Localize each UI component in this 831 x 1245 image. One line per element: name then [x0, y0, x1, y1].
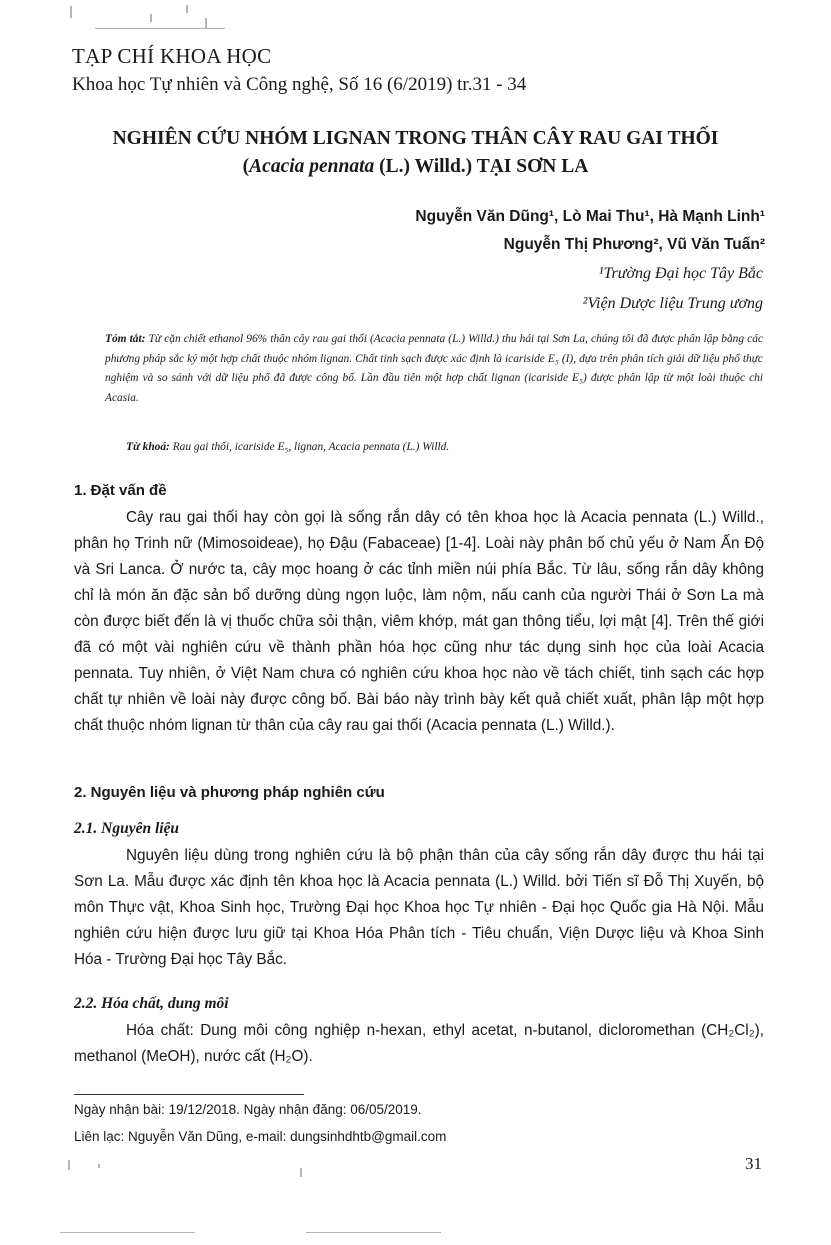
scan-artifact: [300, 1168, 302, 1177]
affiliation-2: ²Viện Dược liệu Trung ương: [582, 295, 763, 312]
title-suffix: (L.) Willd.) TẠI SƠN LA: [374, 156, 589, 177]
section-2-1-paragraph: Nguyên liệu dùng trong nghiên cứu là bộ phận thân của cây sống rắn dây được thu hái tại Sơn La. Mẫu được xác định tên khoa học là Acacia pennata (L.) Willd. bởi Tiến sĩ Đỗ Thị Xuyến, bộ môn Thực vật, Khoa Sinh học, Trường Đại học Khoa học Tự nhiên - Đại học Quốc gia Hà Nội. Mẫu nghiên cứu hiện được lưu giữ tại Khoa Hóa Phân tích - Tiêu chuẩn, Viện Dược liệu và Khoa Sinh Hóa - Trường Đại học Tây Bắc.: [74, 847, 764, 968]
paper-title-line2: (Acacia pennata (L.) Willd.) TẠI SƠN LA: [242, 156, 589, 177]
paper-title-line1: NGHIÊN CỨU NHÓM LIGNAN TRONG THÂN CÂY RAU GAI THỐI: [112, 128, 719, 149]
scan-artifact: [70, 6, 72, 18]
page-number: 31: [745, 1154, 762, 1173]
scan-artifact: [98, 1164, 100, 1168]
journal-issue: Khoa học Tự nhiên và Công nghệ, Số 16 (6/2019) tr.31 - 34: [72, 74, 527, 95]
section-1-paragraph: Cây rau gai thối hay còn gọi là sống rắn dây có tên khoa học là Acacia pennata (L.) Willd., phân họ Trinh nữ (Mimosoideae), họ Đậu (Fabaceae) [1-4]. Loài này phân bố chủ yếu ở Nam Ấn Độ và Sri Lanca. Ở nước ta, cây mọc hoang ở các tỉnh miền núi phía Bắc. Từ lâu, sống rắn dây không chỉ là món ăn đặc sản bổ dưỡng dùng ngọn luộc, làm nộm, nấu canh của người Thái ở Sơn La mà còn được biết đến là vị thuốc chữa sỏi thận, viêm khớp, mát gan thông tiểu, lợi mật [4]. Trên thế giới đã có một vài nghiên cứu về thành phần hóa học cũng như tác dụng sinh học của loài Acacia pennata. Tuy nhiên, ở Việt Nam chưa có nghiên cứu khoa học nào về tách chiết, tinh sạch các hợp chất tự nhiên về loài này được công bố. Bài báo này trình bày kết quả chiết xuất, phân lập một hợp chất thuộc nhóm lignan từ thân của cây rau gai thối (Acacia pennata (L.) Willd.).: [74, 509, 764, 734]
abstract-text: Từ cặn chiết ethanol 96% thân cây rau gai thối (Acacia pennata (L.) Willd.) thu hái tại Sơn La, chúng tôi đã được phân lập bằng các phương pháp sắc ký một hợp chất thuộc nhóm lignan. Chất tinh sạch được xác định là icariside E₅ (I), dựa trên phân tích giải dữ liệu phổ thực nghiệm và so sánh với dữ liệu phổ đã được công bố. Lần đầu tiên một hợp chất lignan (icariside E₅) được phân lập từ một loài thuộc chi Acasia.: [105, 333, 763, 404]
footnote-contact: Liên lạc: Nguyễn Văn Dũng, e-mail: dungsinhdhtb@gmail.com: [74, 1129, 447, 1144]
keywords-text: Rau gai thối, icariside E₅, lignan, Acacia pennata (L.) Willd.: [172, 441, 450, 453]
species-name: Acacia pennata: [249, 156, 375, 177]
journal-title: TẠP CHÍ KHOA HỌC: [72, 44, 272, 68]
affiliation-1: ¹Trường Đại học Tây Bắc: [598, 265, 763, 282]
authors-line1: Nguyễn Văn Dũng¹, Lò Mai Thu¹, Hà Mạnh Linh¹: [415, 208, 765, 225]
section-1-heading: 1. Đặt vấn đề: [74, 482, 167, 499]
scan-artifact: [205, 18, 207, 28]
footnote-divider: [74, 1094, 304, 1095]
keywords: [105, 438, 763, 458]
scan-artifact: [60, 1232, 195, 1233]
scan-artifact: [95, 28, 225, 29]
abstract-label: Tóm tắt:: [105, 333, 146, 345]
section-2-2-heading: 2.2. Hóa chất, dung môi: [74, 995, 229, 1012]
scan-artifact: [306, 1232, 441, 1233]
abstract: [105, 330, 763, 408]
section-2-heading: 2. Nguyên liệu và phương pháp nghiên cứu: [74, 784, 385, 801]
scan-artifact: [68, 1160, 70, 1170]
authors-line2: Nguyễn Thị Phương², Vũ Văn Tuấn²: [503, 236, 765, 253]
scan-artifact: [186, 5, 188, 13]
scan-artifact: [150, 14, 152, 22]
footnote-dates: Ngày nhận bài: 19/12/2018. Ngày nhận đăng: 06/05/2019.: [74, 1102, 422, 1117]
keywords-label: Từ khoá:: [126, 441, 170, 453]
section-2-1-heading: 2.1. Nguyên liệu: [74, 820, 180, 837]
section-2-2-paragraph: Hóa chất: Dung môi công nghiệp n-hexan, ethyl acetat, n-butanol, dicloromethan (CH₂Cl₂), methanol (MeOH), nước cất (H₂O).: [74, 1022, 764, 1065]
